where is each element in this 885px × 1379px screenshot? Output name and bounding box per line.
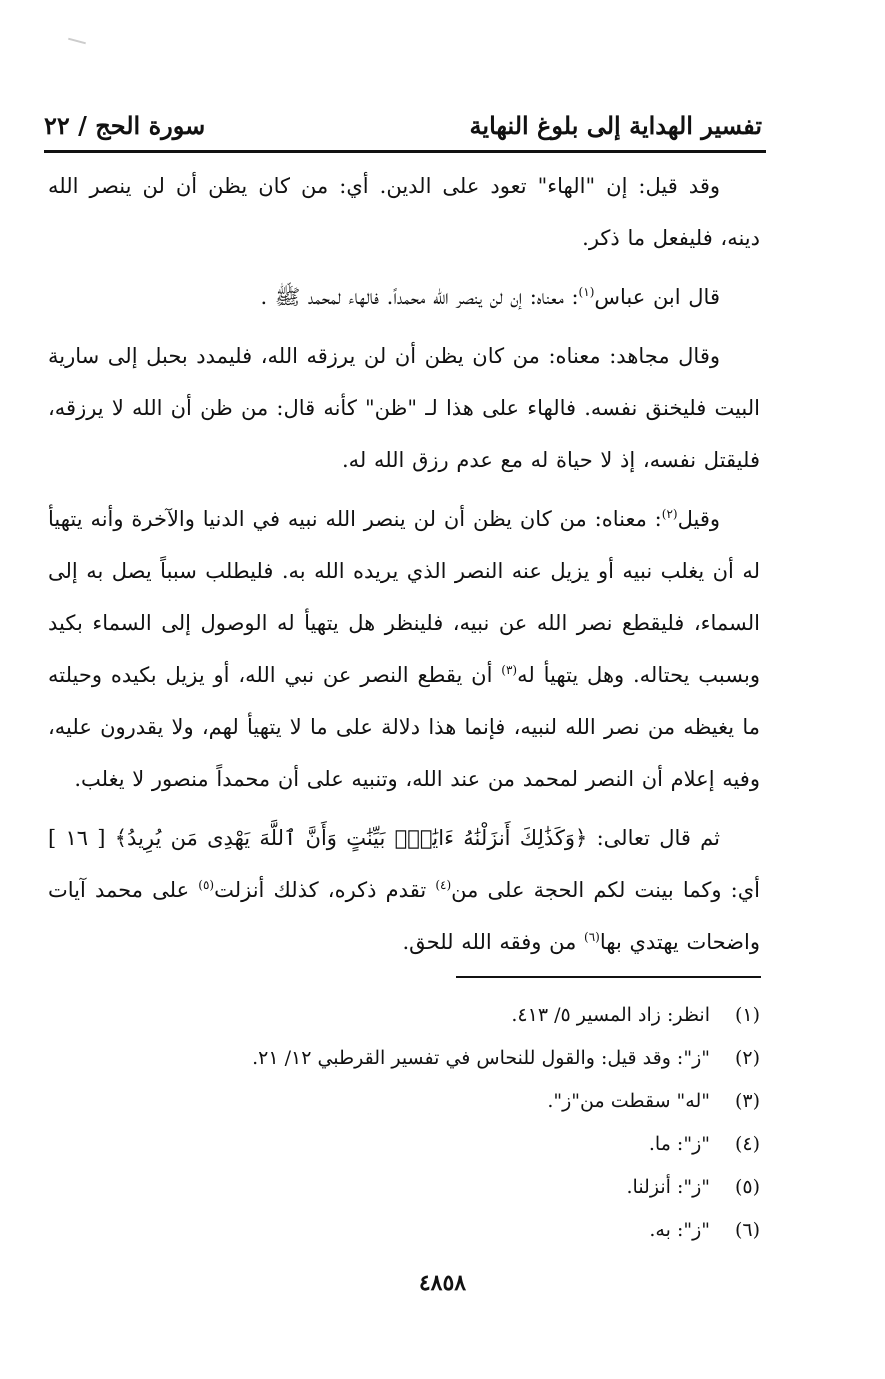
paragraph-text: : معناه: من كان يظن أن لن ينصر الله نبيه في الدنيا والآخرة وأنه يتهيأ له أن يغلب نبيه أو يزيل عنه النصر الذي يريده الله به. فليطلب سبباً يصل به إلى السماء، فليقطع نصر الله عن نبيه، فلينظر هل يتهيأ له الوصول إلى السماء بكيد وبسبب يحتاله. وهل يتهيأ له: [48, 507, 760, 687]
footnote-item: [160, 994, 760, 1037]
footnote-number: (٤): [734, 1133, 760, 1155]
paragraph-3: [48, 330, 760, 486]
footnote-item: [160, 1209, 760, 1252]
paragraph-1: [48, 160, 760, 264]
footnote-number: (٣): [734, 1090, 760, 1112]
footnote-item: [160, 1080, 760, 1123]
footnote-ref: (٣): [501, 663, 518, 677]
page-number: ٤٨٥٨: [418, 1270, 467, 1296]
footnote-ref: (٢): [661, 507, 678, 521]
footnote-text: "له" سقطت من"ز".: [547, 1090, 710, 1112]
paragraph-4: [48, 493, 760, 805]
footnotes: [160, 994, 760, 1252]
footnote-ref: (٦): [584, 930, 600, 944]
book-title: تفسير الهداية إلى بلوغ النهاية: [469, 111, 762, 140]
footnote-ref: (١): [578, 285, 595, 299]
footnote-item: [160, 1037, 760, 1080]
footnote-number: (٦): [734, 1219, 760, 1241]
paragraph-text: على محمد آيات واضحات يهتدي بها: [48, 878, 760, 954]
paragraph-text: أن يقطع النصر عن نبي الله، أو يزيل بكيده وحيلته ما يغيظه من نصر الله لنبيه، فإنما هذا دلالة على ما لا يتهيأ لهم، ولا يقدرون عليه، وفيه إعلام أن النصر لمحمد من عند الله، وتنبيه على أن محمداً منصور لا يغلب.: [48, 663, 760, 791]
footnote-text: "ز": أنزلنا.: [626, 1176, 710, 1198]
footnote-number: (٥): [734, 1176, 760, 1198]
paragraph-text: وقيل: [677, 507, 720, 531]
surah-info: سورة الحج / ٢٢: [44, 111, 206, 140]
main-text: [48, 160, 760, 975]
header-divider: [44, 150, 766, 153]
paragraph-text: وقال مجاهد: معناه: من كان يظن أن لن يرزقه الله، فليمدد بحبل إلى سارية البيت فليخنق نفسه. فالهاء على هذا لـ "ظن" كأنه قال: من ظن أن الله لا يرزقه، فليقتل نفسه، إذ لا حياة له مع عدم رزق الله له.: [48, 344, 760, 472]
paragraph-text: تقدم ذكره، كذلك أنزلت: [214, 878, 436, 902]
footnote-item: [160, 1123, 760, 1166]
footnote-number: (١): [734, 1004, 760, 1026]
paragraph-text: من وفقه الله للحق.: [402, 930, 585, 954]
footnote-ref: (٥): [198, 878, 215, 892]
paragraph-text: : معناه: إن لن ينصر الله محمداً. فالهاء لمحمد ﷺ .: [260, 285, 579, 309]
paragraph-text: ثم قال تعالى: ﴿وَكَذَٰلِكَ أَنزَلْنَٰهُ ءَايَٰتٍۭ بَيِّنَٰتٍ وَأَنَّ ٱللَّهَ يَهْدِى مَن يُرِيدُ﴾ [ ١٦ ] أي: وكما بينت لكم الحجة على من: [48, 826, 761, 902]
footnote-text: "ز": به.: [649, 1219, 710, 1241]
footnote-divider: [456, 976, 761, 978]
footnote-number: (٢): [734, 1047, 760, 1069]
footnote-text: انظر: زاد المسير ٥/ ٤١٣.: [511, 1004, 710, 1026]
running-header: [44, 108, 762, 144]
footnote-item: [160, 1166, 760, 1209]
footnote-text: "ز": ما.: [648, 1133, 710, 1155]
footnote-text: "ز": وقد قيل: والقول للنحاس في تفسير القرطبي ١٢/ ٢١.: [252, 1047, 710, 1069]
paragraph-2: [48, 271, 760, 323]
paragraph-5: [48, 812, 760, 968]
scan-mark: [68, 38, 86, 45]
paragraph-text: قال ابن عباس: [594, 285, 720, 309]
paragraph-text: وقد قيل: إن "الهاء" تعود على الدين. أي: من كان يظن أن لن ينصر الله دينه، فليفعل ما ذكر.: [48, 174, 760, 250]
footnote-ref: (٤): [435, 878, 452, 892]
